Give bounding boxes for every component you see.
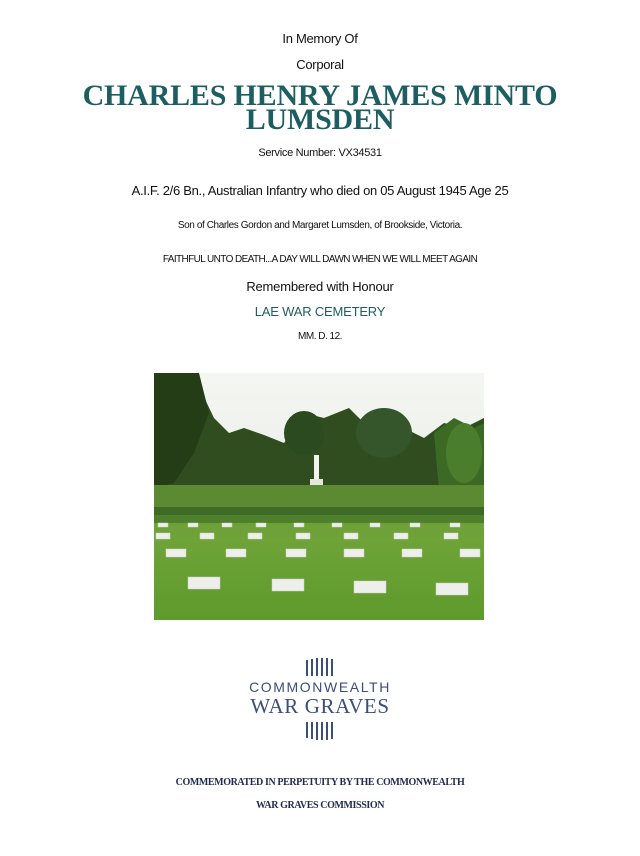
- unit-and-death: A.I.F. 2/6 Bn., Australian Infantry who died on 05 August 1945 Age 25: [131, 183, 509, 198]
- logo-bars-top-icon: [305, 658, 337, 676]
- soldier-name-line1: CHARLES HENRY JAMES MINTO: [82, 79, 558, 112]
- grave-reference: MM. D. 12.: [298, 331, 342, 342]
- footer-line-2: WAR GRAVES COMMISSION: [255, 800, 385, 811]
- remembered-with-honour: Remembered with Honour: [246, 279, 394, 294]
- service-number: Service Number: VX34531: [258, 147, 382, 159]
- logo-text-commonwealth: COMMONWEALTH: [249, 679, 391, 695]
- soldier-name-line2: LUMSDEN: [245, 103, 395, 136]
- rank: Corporal: [296, 57, 344, 72]
- epitaph: FAITHFUL UNTO DEATH...A DAY WILL DAWN WHEN WE WILL MEET AGAIN: [162, 254, 478, 265]
- logo-text-war-graves: WAR GRAVES: [250, 694, 390, 718]
- cemetery-name: LAE WAR CEMETERY: [254, 304, 386, 319]
- in-memory-of: In Memory Of: [282, 31, 358, 46]
- logo-bars-bottom-icon: [305, 722, 337, 740]
- cwgc-logo: [0, 654, 640, 744]
- soldier-name: [0, 79, 640, 136]
- cemetery-photo: [154, 373, 484, 620]
- footer-line-1: COMMEMORATED IN PERPETUITY BY THE COMMONWEALTH: [175, 777, 465, 788]
- family-info: Son of Charles Gordon and Margaret Lumsden, of Brookside, Victoria.: [177, 220, 463, 231]
